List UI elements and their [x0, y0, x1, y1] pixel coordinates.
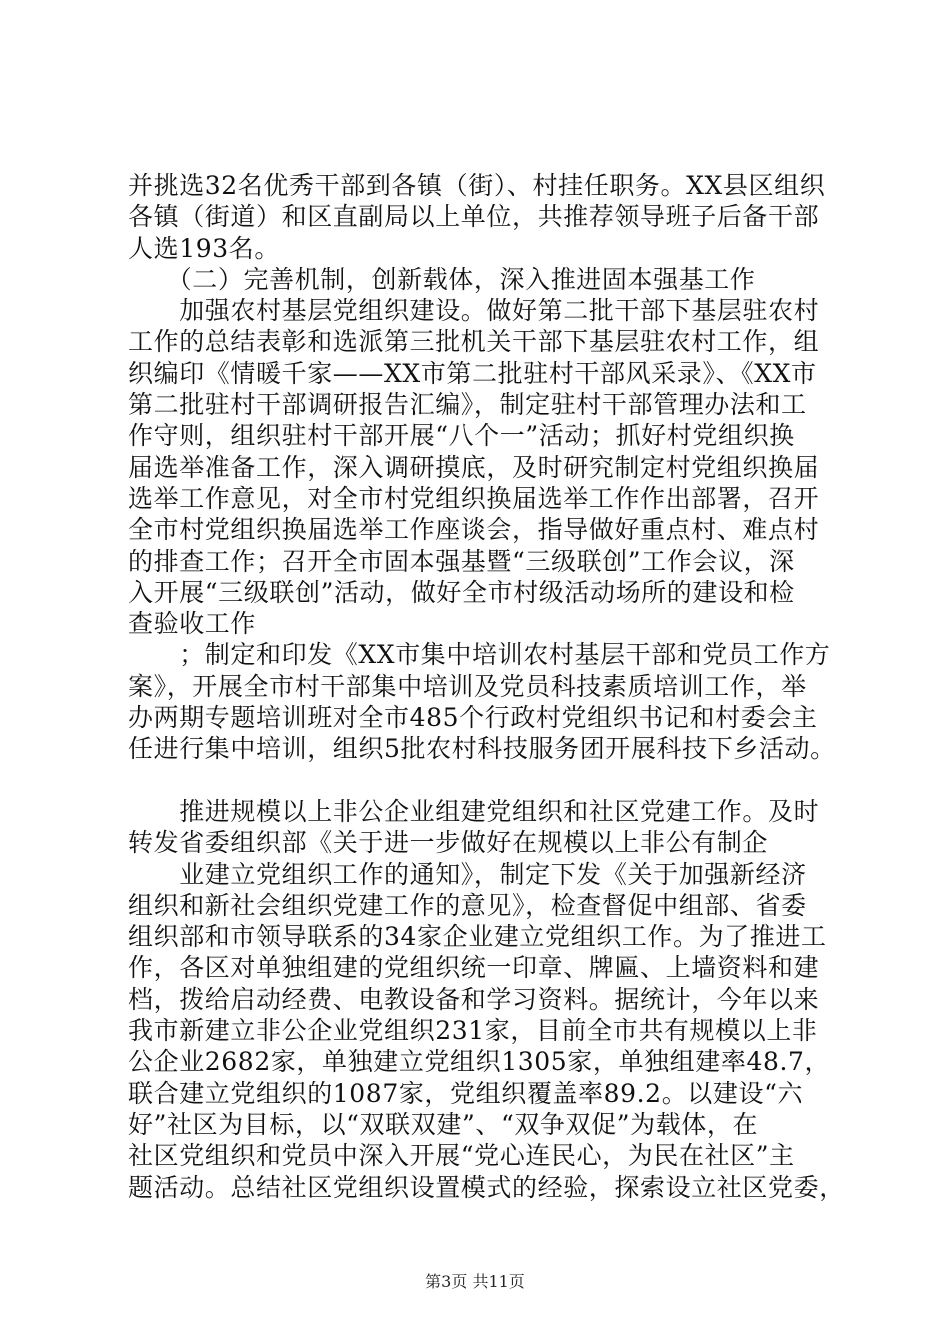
text-line: 查验收工作	[128, 609, 257, 639]
text-line: 案》，开展全市村干部集中培训及党员科技素质培训工作，举	[128, 671, 807, 701]
text-line: 作，各区对单独组建的党组织统一印章、牌匾、上墙资料和建	[128, 953, 820, 983]
text-line: 并挑选32名优秀干部到各镇（街）、村挂任职务。XX县区组织	[128, 171, 826, 200]
section-heading: （二）完善机制，创新载体，深入推进固本强基工作	[128, 264, 756, 294]
text-line: 题活动。总结社区党组织设置模式的经验，探索设立社区党委，	[128, 1172, 845, 1202]
text-line: 第二批驻村干部调研报告汇编》，制定驻村干部管理办法和工	[128, 390, 807, 420]
text-line: 全市村党组织换届选举工作座谈会，指导做好重点村、难点村	[128, 515, 820, 545]
text-line: 转发省委组织部《关于进一步做好在规模以上非公有制企	[128, 828, 769, 858]
text-line: 档，拨给启动经费、电教设备和学习资料。据统计，今年以来	[128, 984, 820, 1014]
text-line: 入开展“三级联创”活动，做好全市村级活动场所的建设和检	[128, 577, 795, 607]
text-line: 办两期专题培训班对全市485个行政村党组织书记和村委会主	[128, 703, 818, 733]
paragraph-gap	[128, 765, 840, 796]
text-line: 我市新建立非公企业党组织231家，目前全市共有规模以上非	[128, 1016, 818, 1046]
text-line: 织编印《情暖千家——XX市第二批驻村干部风采录》、《XX市	[128, 358, 817, 388]
text-line: 工作的总结表彰和选派第三批机关干部下基层驻农村工作，组	[128, 327, 820, 357]
text-line: 组织部和市领导联系的34家企业建立党组织工作。为了推进工	[128, 922, 827, 952]
text-line: 公企业2682家，单独建立党组织1305家，单独组建率48.7，	[128, 1047, 831, 1077]
text-line: ；制定和印发《XX市集中培训农村基层干部和党员工作方	[128, 640, 831, 670]
text-line: 好”社区为目标，以“双联双建”、“双争双促”为载体，在	[128, 1109, 759, 1139]
text-line: 任进行集中培训，组织5批农村科技服务团开展科技下乡活动。	[128, 734, 836, 764]
text-line: 各镇（街道）和区直副局以上单位，共推荐领导班子后备干部	[128, 202, 820, 232]
text-line: 推进规模以上非公企业组建党组织和社区党建工作。及时	[128, 796, 820, 826]
text-line: 作守则，组织驻村干部开展“八个一”活动；抓好村党组织换	[128, 421, 795, 451]
page-number-footer: 第3页 共11页	[425, 1272, 525, 1291]
text-line: 组织和新社会组织党建工作的意见》，检查督促中组部、省委	[128, 890, 807, 920]
text-line: 业建立党组织工作的通知》，制定下发《关于加强新经济	[128, 859, 807, 889]
text-line: 届选举准备工作，深入调研摸底，及时研究制定村党组织换届	[128, 452, 820, 482]
text-line: 人选193名。	[128, 233, 280, 263]
text-line: 联合建立党组织的1087家，党组织覆盖率89.2。以建设“六	[128, 1078, 804, 1108]
text-line: 社区党组织和党员中深入开展“党心连民心，为民在社区”主	[128, 1141, 795, 1171]
text-line: 选举工作意见，对全市村党组织换届选举工作作出部署，召开	[128, 483, 820, 513]
body-text	[128, 170, 845, 1203]
text-line: 加强农村基层党组织建设。做好第二批干部下基层驻农村	[128, 296, 820, 326]
text-line: 的排查工作；召开全市固本强基暨“三级联创”工作会议，深	[128, 546, 795, 576]
